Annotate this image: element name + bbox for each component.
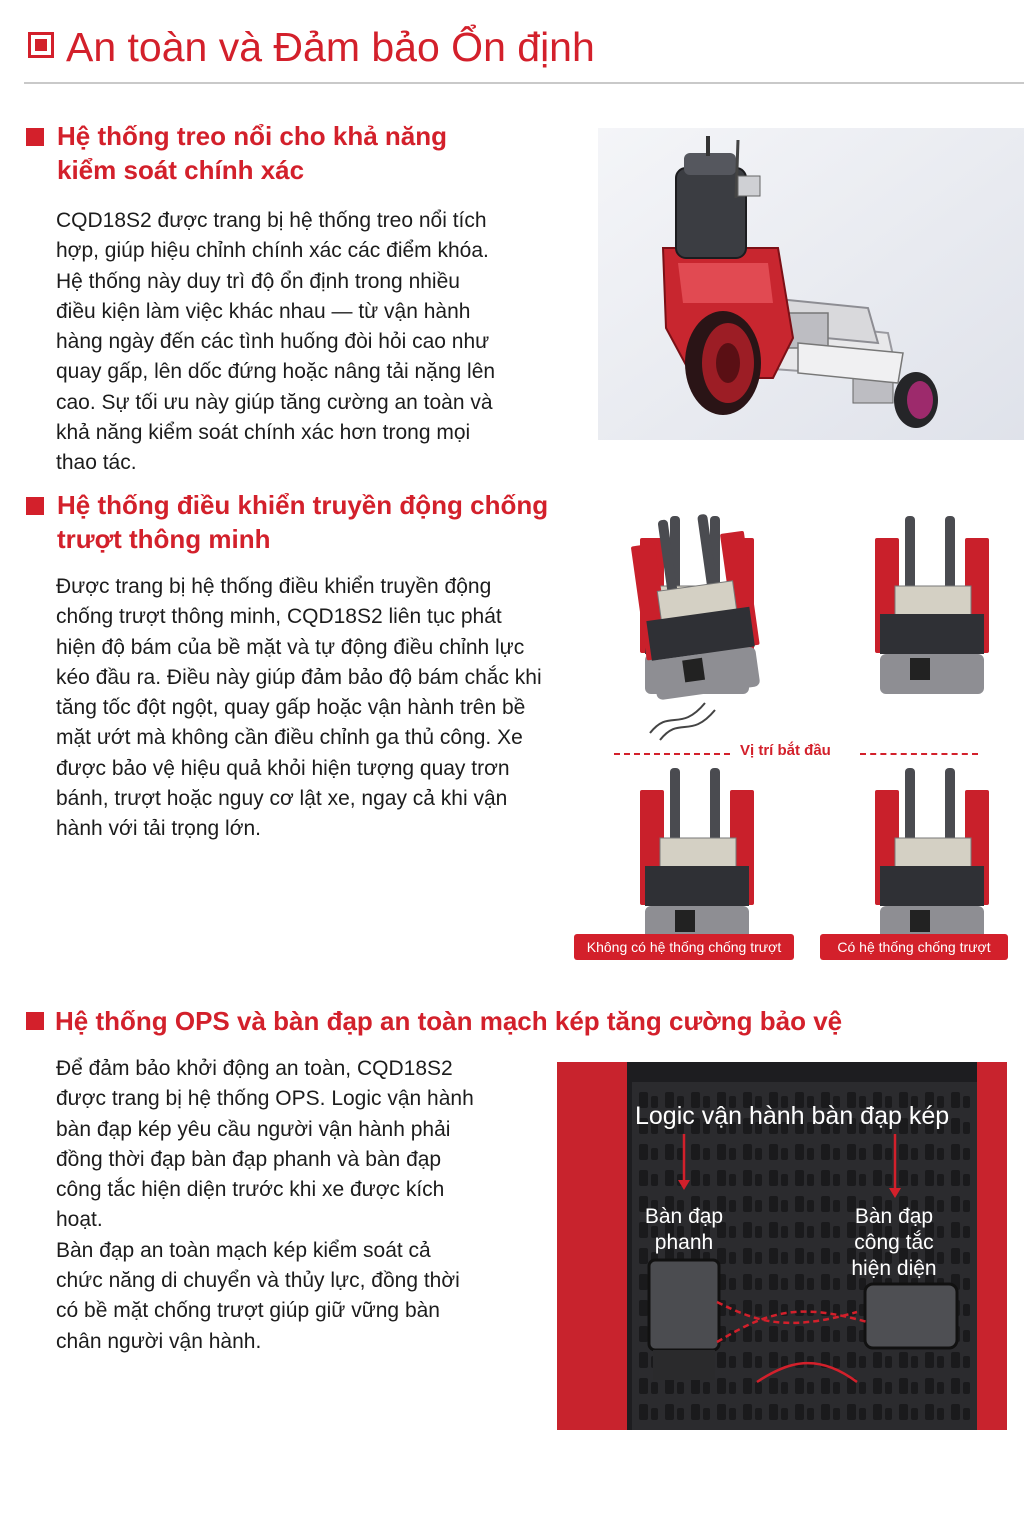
section-2-title: Hệ thống điều khiển truyền động chống trượt thông minh — [57, 490, 549, 554]
brake-pedal-label: Bàn đạp phanh — [644, 1205, 724, 1254]
page-title: An toàn và Đảm bảo Ổn định — [66, 24, 595, 70]
section-square-icon — [26, 497, 44, 515]
section-square-icon — [26, 1012, 44, 1030]
section-square-icon — [26, 128, 44, 146]
start-line-right — [860, 753, 978, 755]
pedal-logic-title: Logic vận hành bàn đạp kép — [635, 1102, 950, 1130]
section-3-body: Để đảm bảo khởi động an toàn, CQD18S2 được trang bị hệ thống OPS. Logic vận hành bàn đạp kép yêu cầu người vận hành phải đồng thời đạp bàn đạp phanh và bàn đạp công tắc hiện diện trước khi xe được kích hoạt. Bàn đạp an toàn mạch kép kiểm soát cả chức năng di chuyển và thủy lực, đồng thời có bề mặt chống trượt giúp giữ vững bàn chân người vận hành. — [56, 1057, 474, 1353]
section-1-title: Hệ thống treo nổi cho khả năng kiểm soát chính xác — [57, 121, 447, 185]
label-without-antislip: Không có hệ thống chống trượt — [574, 934, 794, 960]
page-header — [24, 20, 1024, 84]
traction-comparison-illustration — [586, 508, 1024, 968]
forklift-diagrams — [610, 508, 1024, 968]
dual-pedal-illustration — [557, 1062, 1007, 1430]
suspension-illustration — [598, 128, 1024, 440]
section-2-body: Được trang bị hệ thống điều khiển truyền động chống trượt thông minh, CQD18S2 liên tục phát hiện độ bám của bề mặt và tự động điều chỉnh lực kéo đầu ra. Điều này giúp đảm bảo độ bám chắc khi tăng tốc đột ngột, quay gấp hoặc vận hành trên bề mặt ướt mà không cần điều chỉnh ga thủ công. Xe được bảo vệ hiệu quả khỏi hiện tượng quay trơn bánh, trượt hoặc nguy cơ lật xe, ngay cả khi vận hành với tải trọng lớn. — [56, 575, 542, 841]
section-1-body: CQD18S2 được trang bị hệ thống treo nổi tích hợp, giúp hiệu chỉnh chính xác các điểm khóa. Hệ thống này duy trì độ ổn định trong nhiều điều kiện làm việc khác nhau — từ vận hành hàng ngày đến các tình huống đòi hỏi cao như quay gấp, lên dốc đứng hoặc nâng tải nặng lên cao. Sự tối ưu này giúp tăng cường an toàn và khả năng kiểm soát chính xác hơn trong mọi thao tác. — [56, 209, 496, 475]
label-with-antislip: Có hệ thống chống trượt — [820, 934, 1008, 960]
presence-pedal-label: Bàn đạp công tắc hiện diện — [851, 1205, 937, 1280]
start-line-left — [614, 753, 730, 755]
section-3-title: Hệ thống OPS và bàn đạp an toàn mạch kép tăng cường bảo vệ — [55, 1006, 843, 1036]
start-position-label: Vị trí bắt đầu — [740, 742, 831, 759]
title-square-icon — [28, 32, 54, 58]
